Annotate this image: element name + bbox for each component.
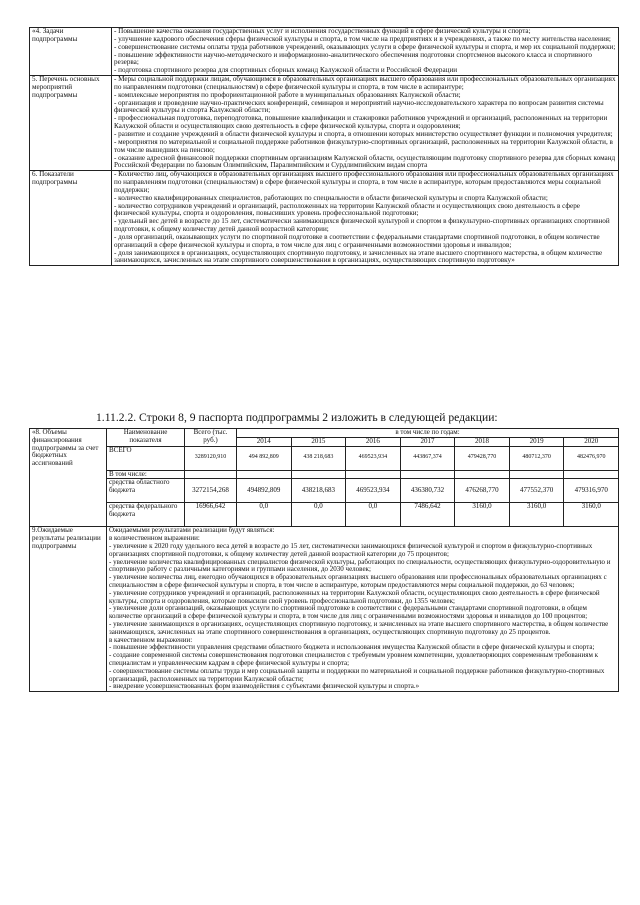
list-item: - организация и проведение научно-практических конференций, семинаров и мероприятий научно-исследовательского характера по вопросам развития системы физической культуры и спорта Калужской области; — [114, 98, 604, 115]
year-header: 2016 — [346, 437, 401, 446]
list-item: - доля занимающихся в организациях, осуществляющих спортивную подготовку, и зачисленных на этапе высшего спортивного мастерства, в общем количестве занимающихся, зачисленных на этапе спортивного совершенствования в организациях, осуществляющих спортивную подготовку» — [114, 248, 603, 265]
list-item: - удельный вес детей в возрасте до 15 лет, систематически занимающихся физической культурой и спортом в физкультурно-спортивных организациях спортивной подготовки, к общему количеству детей данной возрастной категории; — [114, 217, 610, 234]
cell-value: 494892,809 — [237, 479, 292, 503]
row-content — [112, 28, 619, 76]
cell-value: 0,0 — [291, 503, 346, 527]
list-item: - увеличение занимающихся в организациях, осуществляющих спортивную подготовку, и зачисленных на этапе высшего спортивного мастерства, в общем количестве занимающихся, зачисленных на этапе спортивного совершенствования в организациях, осуществляющих спортивную подготовку до 25 процентов. — [109, 619, 609, 636]
row-total: 16966,642 — [185, 503, 237, 527]
row-content — [112, 171, 619, 266]
cell-value: 436380,732 — [400, 479, 455, 503]
cell-value — [237, 470, 292, 479]
list-item: - оказание адресной финансовой поддержки спортивным организациям Калужской области, осуществляющим подготовку спортивного резерва для сборных команд Российской Федерации по базовым Олимпийским, Паралимпийским и Сурдлимпийским видам спорта — [114, 153, 616, 170]
list-item: - совершенствование системы оплаты труда работников учреждений, оказывающих услуги в сфере физической культуры и спорта, и мер их социальной поддержки; — [114, 42, 616, 51]
table-row — [30, 446, 619, 470]
cell-value: 480712,370 — [509, 446, 564, 470]
subprogram-table-part1 — [29, 27, 619, 266]
cell-value — [291, 470, 346, 479]
table-row — [30, 479, 619, 503]
year-header: 2014 — [237, 437, 292, 446]
list-item: - повышение эффективности управления средствами областного бюджета и использования имущества Калужской области в сфере физической культуры и спорта; — [109, 643, 595, 652]
list-item: - увеличение к 2020 году удельного веса детей в возрасте до 15 лет, систематически занимающихся физической культурой и спортом в физкультурно-спортивных организациях спортивной подготовки, к общему количеству детей данной возрастной категории до 75 процентов; — [109, 541, 593, 558]
column-header-total: Всего (тыс. руб.) — [185, 429, 237, 447]
cell-value: 479428,770 — [455, 446, 510, 470]
list-item: - мероприятия по материальной и социальной поддержке работников физкультурно-спортивных организаций, расположенных на территории Калужской области, в том числе вышедших на пенсию; — [114, 137, 613, 154]
cell-value — [455, 470, 510, 479]
list-item: - количество сотрудников учреждений и организаций, расположенных на территории Калужской области и осуществляющих свою деятельность в сфере физической культуры, спорта и оздоровления, повысивших уровень профессиональной подготовки; — [114, 201, 580, 218]
column-header-name: Наименование показателя — [107, 429, 185, 447]
cell-value: 494 892,809 — [237, 446, 292, 470]
year-header: 2019 — [509, 437, 564, 446]
list-item: - создание современной системы совершенствования подготовки специалистов с требуемым уровнем компетенции, удовлетворяющих современным требованиям к специалистам и управленческим кадрам в сфере физической культуры и спорта; — [109, 651, 599, 667]
list-item: - доля организаций, оказывающих услуги по спортивной подготовке в соответствии с федеральными стандартами спортивной подготовки, в общем количестве организаций в сфере физической культуры и спорта, в том числе для лиц с ограниченными возможностями здоровья и инвалидов; — [114, 232, 600, 249]
list-item: - профессиональная подготовка, переподготовка, повышение квалификации и стажировки работников учреждений и организаций, расположенных на территории Калужской области и осуществляющих свою деятельность в сфере физической культуры, спорта и оздоровления; — [114, 114, 608, 131]
list-item: - Количество лиц, обучающихся в образовательных организациях высшего профессионального образования или профессиональных образовательных организациях по направлениям подготовки (специальностям) в сфере физической культуры и спорта, в том числе в аспирантуре, которым предоставляются меры социальной поддержки; — [114, 170, 614, 194]
cell-value — [346, 470, 401, 479]
section-heading: 1.11.2.2. Строки 8, 9 паспорта подпрограммы 2 изложить в следующей редакции: — [96, 411, 498, 424]
row-label: 5. Перечень основных мероприятий подпрограммы — [30, 76, 112, 171]
row-label: 6. Показатели подпрограммы — [30, 171, 112, 266]
row-name: средства областного бюджета — [107, 479, 185, 503]
cell-value — [564, 470, 619, 479]
cell-value: 3160,0 — [509, 503, 564, 527]
row-content — [107, 527, 619, 692]
cell-value: 482476,970 — [564, 446, 619, 470]
list-item: - количество квалифицированных специалистов, работающих по специальности в области физической культуры и спорта Калужской области; — [114, 193, 548, 202]
list-item: - совершенствование системы оплаты труда и мер социальной защиты и поддержки по материальной и социальной поддержке работников физкультурно-спортивных организаций, расположенных на территории Калужской области; — [109, 666, 605, 683]
list-item: Ожидаемыми результатами реализации будут являться: — [109, 526, 275, 535]
year-header: 2017 — [400, 437, 455, 446]
table-row — [30, 503, 619, 527]
row-tasks — [30, 28, 619, 76]
row-name: ВСЕГО — [107, 446, 185, 470]
year-header: 2018 — [455, 437, 510, 446]
row-content — [112, 76, 619, 171]
list-item: - увеличение доли организаций, оказывающих услуги по спортивной подготовке в соответствии с федеральными стандартами спортивной подготовки, в общем количестве организаций в сфере физической культуры и спорта, в том числе для лиц с ограниченными возможностями здоровья и инвалидов до 100 процентов; — [109, 604, 588, 621]
list-item: - увеличение сотрудников учреждений и организаций, расположенных на территории Калужской области, осуществляющих свою деятельность в сфере физической культуры, спорта и оздоровления, которые повысили свой уровень профессиональной подготовки, до 1355 человек; — [109, 588, 600, 605]
list-item: - улучшение кадрового обеспечения сферы физической культуры и спорта, в том числе на предприятиях и в учреждениях, а также по месту жительства населения; — [114, 34, 611, 43]
cell-value: 476268,770 — [455, 479, 510, 503]
cell-value: 477552,370 — [509, 479, 564, 503]
row-label: 9.Ожидаемые результаты реализации подпрограммы — [30, 527, 107, 692]
year-header: 2015 — [291, 437, 346, 446]
header-row — [30, 429, 619, 438]
list-item: - комплексные мероприятия по профориентационной работе в муниципальных образованиях Калужской области; — [114, 90, 461, 99]
row-measures — [30, 76, 619, 171]
list-item: - увеличение количества квалифицированных специалистов физической культуры, работающих по специальности, осуществляющих физкультурно-оздоровительную и спортивную работу с различными категориями и группами населения, до 2030 человек; — [109, 557, 611, 574]
list-item: - развитие и создание учреждений в области физической культуры и спорта, в отношении которых министерство осуществляет функции и полномочия учредителя; — [114, 129, 613, 138]
list-item: - Меры социальной поддержки лицам, обучающимся в образовательных организациях высшего образования или профессиональных образовательных организациях по направлениям подготовки (специальностям) в сфере физической культуры и спорта, в том числе в аспирантуре; — [114, 75, 616, 91]
cell-value: 0,0 — [346, 503, 401, 527]
row-label: «4. Задачи подпрограммы — [30, 28, 112, 76]
cell-value: 443867,374 — [400, 446, 455, 470]
cell-value: 3160,0 — [455, 503, 510, 527]
cell-value: 0,0 — [237, 503, 292, 527]
list-item: - увеличение количества лиц, ежегодно обучающихся в образовательных организациях высшего образования или профессиональных образовательных организациях с специальностям в сфере физической культуры и спорта, в том числе в аспирантуре, которым предоставляются меры социальной поддержки, до 63 человек; — [109, 573, 607, 589]
cell-value — [400, 470, 455, 479]
list-item: в качественном выражении: — [109, 635, 193, 644]
subprogram-table-part2 — [29, 428, 619, 692]
row-total — [185, 470, 237, 479]
cell-value: 438 218,683 — [291, 446, 346, 470]
cell-value — [509, 470, 564, 479]
list-item: - внедрение усовершенствованных форм взаимодействия с субъектами физической культуры и спорта.» — [109, 682, 420, 691]
cell-value: 3160,0 — [564, 503, 619, 527]
cell-value: 469523,934 — [346, 479, 401, 503]
cell-value: 479316,970 — [564, 479, 619, 503]
row-name: В том числе: — [107, 470, 185, 479]
column-header-years: в том числе по годам: — [237, 429, 619, 438]
cell-value: 438218,683 — [291, 479, 346, 503]
list-item: - подготовка спортивного резерва для спортивных сборных команд Калужской области и Российской Федерации — [114, 66, 458, 75]
list-item: в количественном выражении: — [109, 534, 200, 543]
row-total: 3272154,268 — [185, 479, 237, 503]
row-name: средства федерального бюджета — [107, 503, 185, 527]
list-item: - Повышение качества оказания государственных услуг и исполнения государственных функций в сфере физической культуры и спорта; — [114, 27, 531, 35]
list-item: - повышение эффективности научно-методического и информационно-аналитического обеспечения подготовки спортсменов высокого класса и спортивного резерва; — [114, 50, 592, 67]
row-total: 3289120,910 — [185, 446, 237, 470]
year-header: 2020 — [564, 437, 619, 446]
cell-value: 7486,642 — [400, 503, 455, 527]
row-results — [30, 527, 619, 692]
row-label: «8. Объемы финансирования подпрограммы за счет бюджетных ассигнований — [30, 429, 107, 527]
row-indicators — [30, 171, 619, 266]
cell-value: 469523,934 — [346, 446, 401, 470]
